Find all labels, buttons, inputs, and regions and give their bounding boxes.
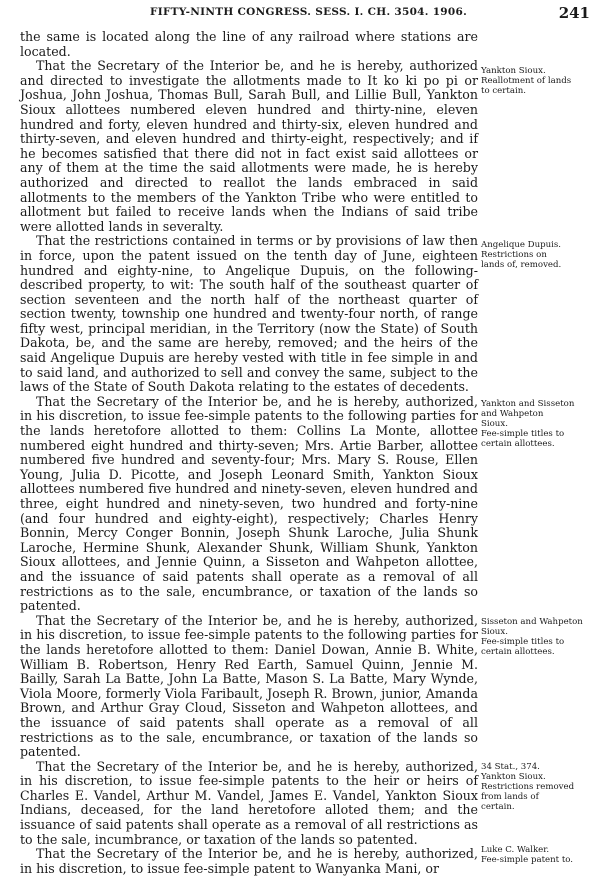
margin-note-line: Sioux. [481,419,508,429]
paragraph-continuation: the same is located along the line of any railroad where stations are located. [20,29,478,59]
margin-note-line: Fee-simple titles to [481,429,565,439]
margin-note-line: 34 Stat., 374. [481,762,540,772]
margin-note-line: Angelique Dupuis. [481,240,562,250]
paragraph-angelique-dupuis: That the restrictions contained in terms or by provisions of law then in force, upon the patent issued on the tenth day of June, eighteen hundred and eighty-nine, to Angelique Dupuis, on the following-described property, to wit: The south half of the southeast quarter of section seventeen and the north half of the northeast quarter of section twenty, township one hundred and twenty-four north, of range fifty west, principal meridian, in the Territory (now the State) of South Dakota, be, and the same are hereby, removed; and the heirs of the said Angelique Dupuis are hereby vested with title in fee simple in and to said land, and authorized to sell and convey the same, subject to the laws of the State of South Dakota relating to the estates of decedents. [20,233,478,395]
paragraph-wanyanka-mani: That the Secretary of the Interior be, and he is hereby, authorized, in his discretion, to issue fee-simple patent to Wanyanka Mani, or [20,846,478,876]
margin-note-sisseton-wahpeton [481,617,591,657]
margin-note-vandel [481,762,591,812]
margin-note-line: certain allottees. [481,439,555,449]
running-head: FIFTY-NINTH CONGRESS. SESS. I. CH. 3504. 1906. [150,6,468,18]
margin-note-line: Sisseton and Wahpeton Sioux. [481,617,583,637]
margin-note-line: certain allottees. [481,647,555,657]
margin-note-luke-walker [481,845,591,865]
margin-note-line: Reallotment of lands [481,76,572,86]
margin-note-line: to certain. [481,86,526,96]
margin-note-yankton-sisseton [481,399,591,449]
margin-note-line: Restrictions removed from lands of [481,782,575,802]
page-header [0,4,600,24]
margin-note-yankton-reallotment [481,66,591,96]
statute-text [20,30,478,876]
margin-note-line: Restrictions on [481,250,547,260]
margin-note-line: Yankton and Sisseton and Wahpeton [481,399,575,419]
paragraph-vandel-heirs: That the Secretary of the Interior be, and he is hereby, authorized, in his discretion, to issue fee-simple patents to the heir or heirs of Charles E. Vandel, Arthur M. Vandel, James E. Vandel, Yankton Sioux Indians, deceased, for the land heretofore alloted them; and the issuance of said patents shall operate as a removal of all restrictions as to the sale, incumbrance, or taxation of the lands so patented. [20,758,478,847]
margin-note-line: Fee-simple patent to. [481,855,574,865]
margin-note-line: certain. [481,802,515,812]
margin-note-line: Luke C. Walker. [481,845,550,855]
paragraph-yankton-sisseton-patents: That the Secretary of the Interior be, and he is hereby, authorized, in his discretion, to issue fee-simple patents to the following parties for the lands heretofore allotted to them: Collins La Monte, allottee numbered eight hundred and thirty-seven; Mrs. Artie Barber, allottee numbered five hundred and seventy-four; Mrs. Mary S. Rouse, Ellen Young, Julia D. Picotte, and Joseph Leonard Smith, Yankton Sioux allottees numbered five hundred and ninety-seven, eleven hundred and three, eight hundred and ninety-seven, two hundred and forty-nine (and four hundred and eighty-eight), respectively; Charles Henry Bonnin, Mercy Conger Bonnin, Joseph Shunk Laroche, Julia Shunk Laroche, Hermine Shunk, Alexander Shunk, William Shunk, Yankton Sioux allottees, and Jennie Quinn, a Sisseton and Wahpeton allottee, and the issuance of said patents shall operate as a removal of all restrictions as to the sale, encumbrance, or taxation of the lands so patented. [20,393,478,614]
paragraph-sisseton-wahpeton-patents: That the Secretary of the Interior be, and he is hereby, authorized, in his discretion, to issue fee-simple patents to the following parties for the lands heretofore allotted to them: Daniel Dowan, Annie B. White, William B. Robertson, Henry Red Earth, Samuel Quinn, Jennie M. Bailly, Sarah La Batte, John La Batte, Mason S. La Batte, Mary Wynde, Viola Moore, formerly Viola Faribault, Joseph R. Brown, junior, Amanda Brown, and Arthur Gray Cloud, Sisseton and Wahpeton allottees, and the issuance of said patents shall operate as a removal of all restrictions as to the sale, encumbrance, or taxation of the lands so patented. [20,612,478,760]
margin-note-line: Yankton Sioux. [481,772,546,782]
page-number: 241 [558,4,590,22]
margin-note-line: Yankton Sioux. [481,66,546,76]
margin-note-line: lands of, removed. [481,260,562,270]
margin-note-line: Fee-simple titles to [481,637,565,647]
paragraph-yankton-reallotment: That the Secretary of the Interior be, and he is hereby, authorized and directed to investigate the allotments made to It ko ki po pi or Joshua, John Joshua, Thomas Bull, Sarah Bull, and Lillie Bull, Yankton Sioux allottees numbered eleven hundred and thirty-nine, eleven hundred and forty, eleven hundred and thirty-six, eleven hundred and thirty-seven, and eleven hundred and thirty-eight, respectively; and if he becomes satisfied that there did not in fact exist said allottees or any of them at the time the said allotments were made, he is hereby authorized and directed to reallot the lands embraced in said allotments to the members of the Yankton Tribe who were entitled to allotment but failed to receive lands when the Indians of said tribe were allotted lands in severalty. [20,58,478,234]
margin-note-angelique-dupuis [481,240,591,270]
